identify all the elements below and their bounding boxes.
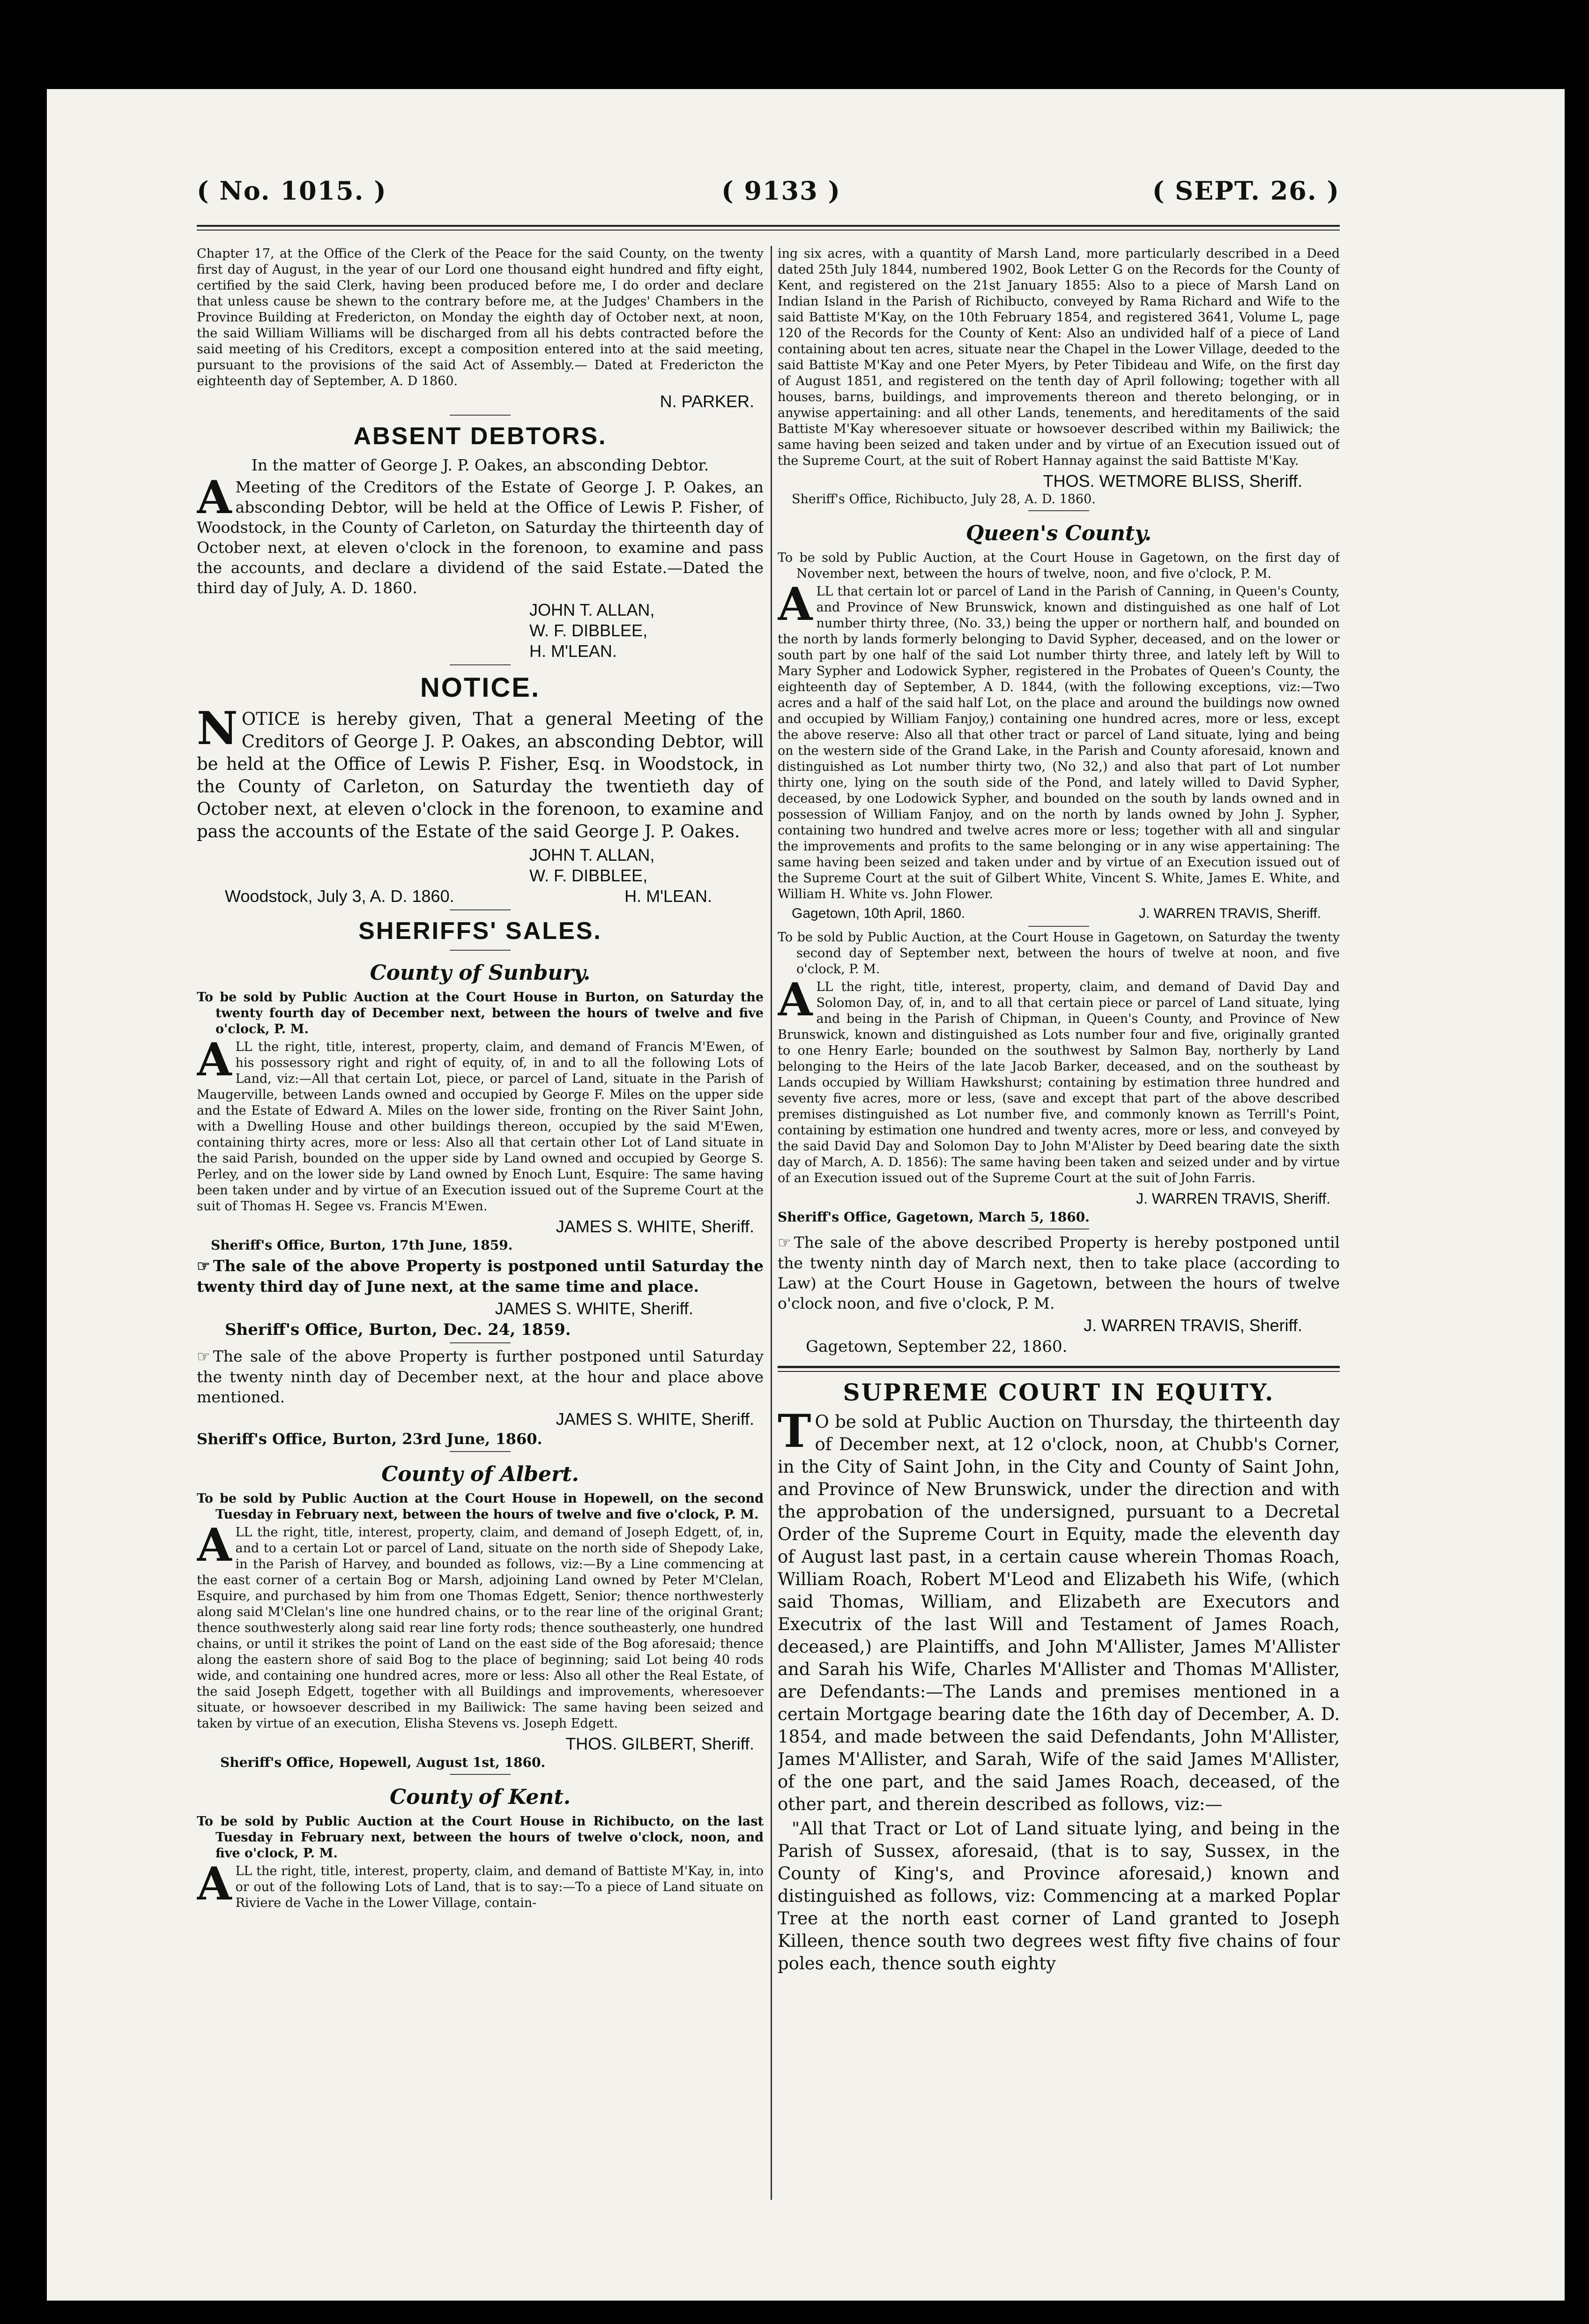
sunbury-postponement-1: The sale of the above Property is postponed until Saturday the twenty third day of June next, at the same time and place. bbox=[197, 1257, 764, 1296]
notice-body: NOTICE is hereby given, That a general Meeting of the Creditors of George J. P. Oakes, an absconding Debtor, will be held at the Office of Lewis P. Fisher, Esq. in Woodstock, in the County of Carleton, on Saturday the twentieth day of October next, at eleven o'clock in the forenoon, to examine and pass the accounts of the Estate of the said George J. P. Oakes. bbox=[197, 702, 764, 842]
queens-sale-1-signature: J. WARREN TRAVIS, Sheriff. bbox=[1139, 906, 1321, 921]
issue-number: ( No. 1015. ) bbox=[197, 176, 387, 206]
divider bbox=[450, 1451, 511, 1452]
sheriffs-sales-title: SHERIFFS' SALES. bbox=[358, 917, 602, 945]
albert-place: Sheriff's Office, Hopewell, August 1st, 1860. bbox=[220, 1755, 546, 1770]
sunbury-postponement-1-signature: JAMES S. WHITE, Sheriff. bbox=[495, 1299, 693, 1318]
issue-date: ( SEPT. 26. ) bbox=[1152, 176, 1340, 206]
divider bbox=[450, 1342, 511, 1343]
queens-sale-2-terms: To be sold by Public Auction, at the Court House in Gagetown, on Saturday the twenty second day of September next, between the hours of twelve at noon, and five o'clock, P. M. bbox=[778, 930, 1340, 976]
sunbury-postponement-2: The sale of the above Property is further postponed until Saturday the twenty ninth day of December next, at the hour and place above mentioned. bbox=[197, 1347, 764, 1406]
queens-sale-2-postponement: The sale of the above described Property is hereby postponed until the twenty ninth day of March next, then to take place (according to Law) at the Court House in Gagetown, between the hours of twelve o'clock noon, and five o'clock, P. M. bbox=[778, 1233, 1340, 1312]
sunbury-terms: To be sold by Public Auction at the Court House in Burton, on Saturday the twenty fourth day of December next, between the hours of twelve and five o'clock, P. M. bbox=[197, 990, 764, 1036]
newspaper-page bbox=[47, 89, 1565, 2301]
queens-sale-1-footer bbox=[778, 904, 1340, 923]
absent-debtors-signatures bbox=[529, 600, 764, 662]
signature-dibblee: W. F. DIBBLEE, bbox=[529, 866, 648, 885]
queens-sale-2-body: ALL the right, title, interest, property, claim, and demand of David Day and Solomon Day, of, in, and to all that certain piece or parcel of Land situate, lying and being in the Parish of Chipman, in Queen's County, and Province of New Brunswick, known and distinguished as Lots number four and five, originally granted to one Henry Earle; bounded on the southwest by Salmon Bay, northerly by Land belonging to the Heirs of the late Jacob Barker, deceased, and on the southeast by Lands occupied by William Hawkshurst; containing by estimation three hundred and seventy five acres, more or less, (save and except that part of the above described premises distinguished as Lot number five, and commonly known as Terrill's Point, containing by estimation one hundred and twenty acres, more or less, and conveyed by the said David Day and Solomon Day to John M'Alister by Deed bearing date the sixth day of March, A. D. 1856): The same having been taken and seized under and by virtue of an Execution issued out of the Supreme Court at the suit of John Farris. bbox=[778, 973, 1340, 1185]
header-rule bbox=[197, 225, 1340, 227]
column-left bbox=[197, 246, 764, 2214]
notice-title: NOTICE. bbox=[420, 672, 541, 703]
page-number: ( 9133 ) bbox=[721, 176, 841, 206]
kent-terms: To be sold by Public Auction at the Court House in Richibucto, on the last Tuesday in February next, between the hours of twelve o'clock, noon, and five o'clock, P. M. bbox=[197, 1814, 764, 1861]
discharge-notice-text: Chapter 17, at the Office of the Clerk of the Peace for the said County, on the twenty first day of August, in the year of our Lord one thousand eight hundred and fifty eight, certified by the said Clerk, having been produced before me, I do order and declare that unless cause be shewn to the contrary before me, at the Judges' Chambers in the Province Building at Fredericton, on Monday the eighth day of October next, at noon, the said William Williams will be discharged from all his debts contracted before the said meeting of his Creditors, except a composition entered into at the said meeting, pursuant to the provisions of the said Act of Assembly.— Dated at Fredericton the eighteenth day of September, A. D 1860. bbox=[197, 246, 764, 388]
queens-sale-2-postponement-place: Gagetown, September 22, 1860. bbox=[806, 1337, 1068, 1356]
notice-signatures bbox=[529, 845, 764, 886]
kent-place: Sheriff's Office, Richibucto, July 28, A. D. 1860. bbox=[792, 492, 1096, 507]
absent-debtors-title: ABSENT DEBTORS. bbox=[353, 423, 607, 450]
divider bbox=[1028, 510, 1089, 511]
queens-sale-2-postponement-signature: J. WARREN TRAVIS, Sheriff. bbox=[1084, 1316, 1302, 1335]
kent-signature: THOS. WETMORE BLISS, Sheriff. bbox=[1043, 471, 1302, 491]
sunbury-body: ALL the right, title, interest, property, claim, and demand of Francis M'Ewen, of his possessory right and right of equity, of, in and to all the following Lots of Land, viz:—All that certain Lot, piece, or parcel of Land, situate in the Parish of Maugerville, between Lands owned and occupied by George F. Miles on the upper side and the Estate of Edward A. Miles on the lower side, fronting on the River Saint John, with a Dwelling House and other buildings thereon, occupied by the said M'Ewen, containing thirty acres, more or less: Also all that certain other Lot of Land situate in the said Parish, bounded on the upper side by Land owned and occupied by George S. Perley, and on the lower side by Land owned by Enoch Lunt, Esquire: The same having been taken under and by virtue of an Execution issued out of the Supreme Court at the suit of Thomas H. Segee vs. Francis M'Ewen. bbox=[197, 1033, 764, 1214]
divider bbox=[450, 950, 511, 951]
column-divider bbox=[771, 246, 772, 2200]
header-rule-thin bbox=[197, 230, 1340, 231]
kent-body-continued: ing six acres, with a quantity of Marsh Land, more particularly described in a Deed dated 25th July 1844, numbered 1902, Book Letter G on the Records for the County of Kent, and registered on the 21st January 1855: Also to a piece of Marsh Land on Indian Island in the Parish of Richibucto, conveyed by Rama Richard and Wife to the said Battiste M'Kay, on the 10th February 1854, and registered 3641, Volume L, page 120 of the Records for the County of Kent: Also an undivided half of a piece of Land containing about ten acres, situate near the Chapel in the Lower Village, deeded to the said Battiste M'Kay and one Peter Myers, by Peter Tibideau and Wife, on the first day of August 1851, and registered on the tenth day of April following; together with all houses, barns, buildings, and improvements thereon and thereto belonging, or in anywise appertaining: and all other Lands, tenements, and hereditaments of the said Battiste M'Kay wheresoever situate or howsoever described within my Bailiwick; the same having been seized and taken under and by virtue of an Execution issued out of the Supreme Court, at the suit of Robert Hannay against the said Battiste M'Kay. bbox=[778, 246, 1340, 468]
divider bbox=[450, 664, 511, 665]
kent-heading: County of Kent. bbox=[389, 1785, 571, 1809]
page-header bbox=[197, 176, 1340, 213]
signature-allan: JOHN T. ALLAN, bbox=[529, 600, 655, 619]
divider bbox=[1028, 926, 1089, 927]
albert-body: ALL the right, title, interest, property, claim, and demand of Joseph Edgett, of, in, and to a certain Lot or parcel of Land, situate on the north side of Shepody Lake, in the Parish of Harvey, and bounded as follows, viz:—By a Line commencing at the east corner of a certain Bog or Marsh, adjoining Land owned by Peter M'Clelan, Esquire, and purchased by him from one Thomas Edgett, Senior; thence northwesterly along said M'Clelan's line one hundred chains, or to the rear line of the original Grant; thence southwesterly along said rear line forty rods; thence southeasterly, one hundred chains, or until it strikes the point of Land on the east side of the Bog aforesaid; thence along the eastern shore of said Bog to the place of beginning; said Lot being 40 rods wide, and containing one hundred acres, more or less: Also all other the Real Estate, of the said Joseph Edgett, together with all Buildings and improvements, wheresoever situate, or howsoever described in my Bailiwick: The same having been seized and taken by virtue of an execution, Elisha Stevens vs. Joseph Edgett. bbox=[197, 1519, 764, 1731]
divider bbox=[450, 1774, 511, 1775]
section-double-rule bbox=[778, 1366, 1340, 1372]
divider bbox=[450, 415, 511, 416]
pointing-hand-icon: ☞ bbox=[197, 1257, 210, 1275]
equity-body: TO be sold at Public Auction on Thursday, the thirteenth day of December next, at 12 o'clock, noon, at Chubb's Corner, in the City of Saint John, in the City and County of Saint John, and Province of New Brunswick, under the direction and with the approbation of the undersigned, pursuant to a Decretal Order of the Supreme Court in Equity, made the eleventh day of August last past, in a certain cause wherein Thomas Roach, William Roach, Robert M'Leod and Elizabeth his Wife, (which said Thomas, William, and Elizabeth are Executors and Executrix of the last Will and Testament of James Roach, deceased,) are Plaintiffs, and John M'Allister, James M'Allister and Sarah his Wife, Charles M'Allister and Thomas M'Allister, are Defendants:—The Lands and premises mentioned in a certain Mortgage bearing date the 16th day of December, A. D. 1854, and made between the said Defendants, John M'Allister, James M'Allister, and Sarah, Wife of the said James M'Allister, of the one part, and the said James Roach, deceased, of the other part, and therein described as follows, viz:— bbox=[778, 1405, 1340, 1814]
sunbury-place: Sheriff's Office, Burton, 17th June, 1859. bbox=[211, 1237, 513, 1253]
notice-place: Woodstock, July 3, A. D. 1860. bbox=[225, 886, 454, 906]
queens-sale-1-terms: To be sold by Public Auction, at the Court House in Gagetown, on the first day of November next, between the hours of twelve, noon, and five o'clock, P. M. bbox=[778, 551, 1340, 581]
queens-sale-1-body: ALL that certain lot or parcel of Land in the Parish of Canning, in Queen's County, and Province of New Brunswick, known and distinguished as one half of Lot number thirty three, (No. 33,) being the upper or northern half, and bounded on the north by lands formerly belonging to David Sypher, deceased, and on the lower or south part by one half of the said Lot number thirty three, and lately left by Will to Mary Sypher and Lodowick Sypher, registered in the Probates of Queen's County, the eighteenth day of September, A D. 1844, (with the following exceptions, viz:—Two acres and a half of the said half Lot, on the place and around the buildings now owned and occupied by William Fanjoy,) containing one hundred acres, more or less, except the above reserve: Also all that other tract or parcel of Land situate, lying and being on the western side of the Grand Lake, in the Parish and County aforesaid, known and distinguished as Lot number thirty two, (No 32,) and also that part of Lot number thirty one, lying on the south side of the Pond, and lately willed to David Sypher, deceased, by one Lodowick Sypher, and bounded on the south by lands owned and in possession of William Fanjoy, and on the north by lands owned by John J. Sypher, containing two hundred and twelve acres more or less; together with all and singular the improvements and profits to the same belonging or in any wise appertaining: The same having been seized and taken under and by virtue of an Execution issued out of the Supreme Court at the suit of Gilbert White, Vincent S. White, James E. White, and William H. White vs. John Flower. bbox=[778, 578, 1340, 901]
queens-heading: Queen's County. bbox=[965, 521, 1152, 545]
albert-signature: THOS. GILBERT, Sheriff. bbox=[565, 1734, 754, 1753]
sunbury-signature: JAMES S. WHITE, Sheriff. bbox=[556, 1217, 754, 1236]
signature-mclean: H. M'LEAN. bbox=[624, 886, 712, 906]
sunbury-postponement-1-place: Sheriff's Office, Burton, Dec. 24, 1859. bbox=[225, 1320, 571, 1339]
column-right bbox=[778, 246, 1340, 2214]
sunbury-heading: County of Sunbury. bbox=[370, 961, 591, 985]
kent-body: ALL the right, title, interest, property, claim, and demand of Battiste M'Kay, in, into or out of the following Lots of Land, that is to say:—To a piece of Land situate on Riviere de Vache in the Lower Village, contain- bbox=[197, 1857, 764, 1910]
notice-place-row bbox=[197, 886, 764, 907]
equity-quote: "All that Tract or Lot of Land situate lying, and being in the Parish of Sussex, aforesaid, (that is to say, Sussex, in the County of King's, and Province aforesaid,) known and distinguished as follows, viz: Commencing at a marked Poplar Tree at the north east corner of Land granted to Joseph Killeen, thence south two degrees west fifty five chains of four poles each, thence south eighty bbox=[778, 1818, 1340, 1974]
pointing-hand-icon: ☞ bbox=[197, 1348, 210, 1365]
absent-debtors-matter: In the matter of George J. P. Oakes, an absconding Debtor. bbox=[251, 456, 709, 474]
discharge-notice-signature: N. PARKER. bbox=[660, 392, 754, 411]
sunbury-postponement-2-place: Sheriff's Office, Burton, 23rd June, 1860. bbox=[197, 1430, 542, 1448]
albert-terms: To be sold by Public Auction at the Court House in Hopewell, on the second Tuesday in February next, between the hours of twelve and five o'clock, P. M. bbox=[197, 1491, 764, 1522]
pointing-hand-icon: ☞ bbox=[778, 1234, 791, 1251]
absent-debtors-body: AMeeting of the Creditors of the Estate of George J. P. Oakes, an absconding Debtor, will be held at the Office of Lewis P. Fisher, of Woodstock, in the County of Carleton, on Saturday the thirteenth day of October next, at eleven o'clock in the forenoon, to examine and pass the accounts, and declare a dividend of the said Estate.—Dated the third day of July, A. D. 1860. bbox=[197, 471, 764, 597]
signature-allan: JOHN T. ALLAN, bbox=[529, 845, 655, 864]
queens-sale-1-place: Gagetown, 10th April, 1860. bbox=[792, 906, 965, 921]
queens-sale-2-signature: J. WARREN TRAVIS, Sheriff. bbox=[1136, 1190, 1330, 1207]
sunbury-postponement-2-signature: JAMES S. WHITE, Sheriff. bbox=[556, 1409, 754, 1429]
queens-sale-2-place: Sheriff's Office, Gagetown, March 5, 1860. bbox=[778, 1209, 1090, 1225]
signature-dibblee: W. F. DIBBLEE, bbox=[529, 621, 648, 640]
albert-heading: County of Albert. bbox=[381, 1462, 579, 1486]
divider bbox=[450, 909, 511, 910]
signature-mclean: H. M'LEAN. bbox=[529, 641, 617, 661]
equity-title: SUPREME COURT IN EQUITY. bbox=[843, 1378, 1275, 1406]
